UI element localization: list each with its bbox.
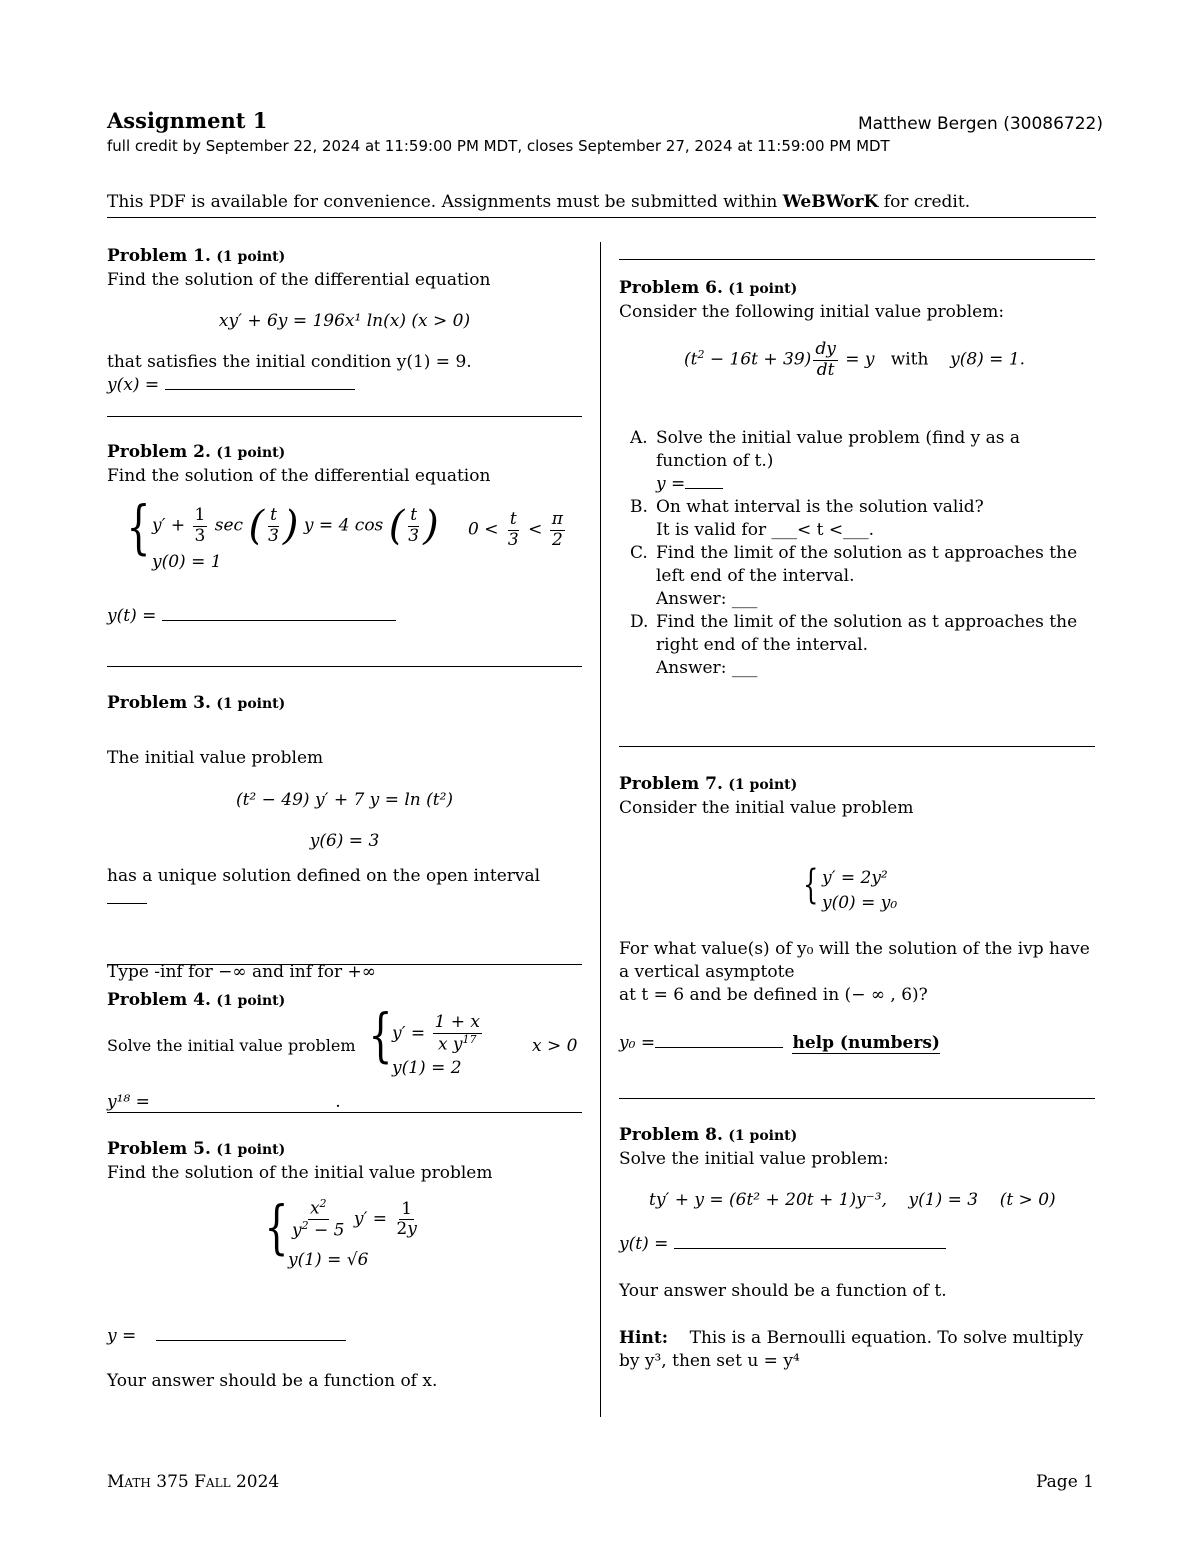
problem-1-answer-field[interactable] bbox=[165, 388, 355, 390]
problem-8-hint-text: This is a Bernoulli equation. To solve multiply by y³, then set u = y⁴ bbox=[619, 1328, 1084, 1371]
webwork-brand: WeBWorK bbox=[782, 192, 879, 212]
problem-6-answer-c[interactable]: Answer: ___ bbox=[656, 589, 758, 609]
rule-5 bbox=[619, 259, 1095, 260]
problem-5-title: Problem 5. bbox=[107, 1139, 211, 1159]
notice bbox=[107, 192, 970, 212]
problem-8-answer bbox=[619, 1234, 946, 1254]
problem-8-points: (1 point) bbox=[728, 1128, 798, 1144]
problem-3-title: Problem 3. bbox=[107, 693, 211, 713]
problem-7-question-line2: at t = 6 and be defined in (− ∞ , 6)? bbox=[619, 985, 928, 1005]
problem-2-answer-label: y(t) = bbox=[107, 606, 157, 626]
problem-5-answer-label: y = bbox=[107, 1326, 137, 1346]
problem-1-points: (1 point) bbox=[216, 249, 286, 265]
problem-2-intro: Find the solution of the differential equation bbox=[107, 466, 491, 486]
problem-7-answer-label: y₀ = bbox=[619, 1033, 656, 1053]
problem-6 bbox=[619, 277, 1095, 324]
rule-2 bbox=[107, 666, 582, 667]
problem-1-intro: Find the solution of the differential equation bbox=[107, 270, 491, 290]
rule-4 bbox=[107, 1112, 582, 1113]
problem-1-answer-label: y(x) = bbox=[107, 375, 160, 395]
problem-3-tail: has a unique solution defined on the open interval bbox=[107, 866, 541, 886]
problem-5-brace: { bbox=[264, 1193, 289, 1261]
problem-4-answer: y¹⁸ = . bbox=[107, 1092, 341, 1112]
problem-2-brace: { bbox=[126, 493, 151, 561]
problem-7-eq1: y′ = 2y² bbox=[822, 868, 888, 888]
problem-7-eq2: y(0) = y₀ bbox=[822, 893, 898, 913]
rule-3 bbox=[107, 964, 582, 965]
problem-7-answer bbox=[619, 1033, 940, 1053]
problem-2 bbox=[107, 441, 582, 488]
problem-8-title: Problem 8. bbox=[619, 1125, 723, 1145]
problem-6-title: Problem 6. bbox=[619, 278, 723, 298]
problem-6-equation: $(t^2 - 16t + 39)$ $\frac{dy}{dt}$ = y with y(8) = 1. bbox=[684, 339, 1026, 380]
help-numbers-link[interactable]: help (numbers) bbox=[792, 1033, 940, 1053]
rule-7 bbox=[619, 1098, 1095, 1099]
problem-6-answer-a[interactable] bbox=[685, 487, 723, 489]
student-name: Matthew Bergen (30086722) bbox=[858, 114, 1103, 134]
problem-8-hint-label: Hint: bbox=[619, 1328, 669, 1348]
problem-3-ic: y(6) = 3 bbox=[309, 831, 380, 851]
problem-4-brace: { bbox=[368, 1001, 393, 1069]
problem-3-answer-field[interactable] bbox=[107, 902, 147, 904]
problem-5-note: Your answer should be a function of x. bbox=[107, 1371, 438, 1391]
problem-5-answer-field[interactable] bbox=[156, 1339, 346, 1341]
problem-2-system bbox=[120, 493, 580, 580]
problem-2-answer-field[interactable] bbox=[162, 619, 396, 621]
problem-2-domain: 0 < $\frac{t}{3}$ < $\frac{\pi}{2}$ bbox=[468, 509, 563, 550]
footer-page: Page 1 bbox=[1036, 1472, 1094, 1492]
notice-post: for credit. bbox=[878, 192, 971, 212]
problem-7-intro: Consider the initial value problem bbox=[619, 798, 914, 818]
problem-6-part-c: C. Find the limit of the solution as t approaches the left end of the interval. Answer: ___ bbox=[630, 542, 1096, 611]
problem-7-answer-field[interactable] bbox=[655, 1046, 783, 1048]
problem-2-title: Problem 2. bbox=[107, 442, 211, 462]
problem-2-ic: y(0) = 1 bbox=[152, 552, 222, 572]
problem-4-head bbox=[107, 989, 285, 1013]
problem-4-answer-label: y¹⁸ = bbox=[107, 1092, 150, 1112]
rule-6 bbox=[619, 746, 1095, 747]
problem-6-part-d: D. Find the limit of the solution as t approaches the right end of the interval. Answer: ___ bbox=[630, 611, 1096, 680]
problem-7-points: (1 point) bbox=[728, 777, 798, 793]
problem-8-hint bbox=[619, 1327, 1095, 1373]
problem-2-points: (1 point) bbox=[216, 445, 286, 461]
column-divider bbox=[600, 242, 601, 1417]
problem-5-answer bbox=[107, 1326, 346, 1346]
problem-6-answer-b[interactable]: It is valid for ___< t <___. bbox=[656, 520, 875, 540]
problem-5-points: (1 point) bbox=[216, 1142, 286, 1158]
problem-4-title: Problem 4. bbox=[107, 990, 211, 1010]
problem-4-ode: y′ = $\frac{1 + x}{x y^{17}}$ bbox=[392, 1012, 480, 1055]
problem-2-answer bbox=[107, 606, 396, 626]
notice-pre: This PDF is available for convenience. Assignments must be submitted within bbox=[107, 192, 783, 212]
problem-2-ode: y′ + $\frac{1}{3}$ sec ( $\frac{t}{3}$ ) y = 4 cos ( $\frac{t}{3}$ ) bbox=[152, 503, 439, 550]
problem-1 bbox=[107, 245, 582, 397]
problem-8-answer-field[interactable] bbox=[674, 1247, 946, 1249]
rule-1 bbox=[107, 416, 582, 417]
problem-7-brace: { bbox=[803, 862, 819, 908]
problem-6-intro: Consider the following initial value problem: bbox=[619, 302, 1005, 322]
problem-3-intro: The initial value problem bbox=[107, 748, 324, 768]
problem-7 bbox=[619, 773, 1095, 820]
problem-6-part-b: B. On what interval is the solution valid? It is valid for ___< t <___. bbox=[630, 496, 1096, 542]
problem-6-part-a: A. Solve the initial value problem (find y as a function of t.) y = bbox=[630, 428, 1021, 494]
due-dates: full credit by September 22, 2024 at 11:59:00 PM MDT, closes September 27, 2024 at 11:59:00 PM MDT bbox=[107, 137, 890, 155]
problem-5-ic: y(1) = √6 bbox=[288, 1250, 369, 1270]
assignment-title: Assignment 1 bbox=[107, 108, 268, 133]
problem-8-note: Your answer should be a function of t. bbox=[619, 1281, 947, 1301]
problem-4-intro: Solve the initial value problem bbox=[107, 1036, 356, 1055]
problem-1-condition: that satisfies the initial condition y(1) = 9. bbox=[107, 352, 472, 372]
problem-7-question-line1: For what value(s) of y₀ will the solution of the ivp have a vertical asymptote bbox=[619, 939, 1090, 982]
problem-8-intro: Solve the initial value problem: bbox=[619, 1149, 889, 1169]
problem-6-parts bbox=[630, 427, 1096, 680]
problem-4-ic: y(1) = 2 bbox=[392, 1058, 462, 1078]
problem-4-domain: x > 0 bbox=[532, 1036, 578, 1056]
problem-5-intro: Find the solution of the initial value problem bbox=[107, 1163, 493, 1183]
footer-course: Math 375 Fall 2024 bbox=[107, 1472, 280, 1492]
problem-5 bbox=[107, 1138, 582, 1185]
problem-7-question bbox=[619, 938, 1095, 1007]
problem-1-title: Problem 1. bbox=[107, 246, 211, 266]
problem-1-equation: xy′ + 6y = 196x¹ ln(x) (x > 0) bbox=[218, 311, 471, 331]
problem-7-title: Problem 7. bbox=[619, 774, 723, 794]
problem-3-equation: (t² − 49) y′ + 7 y = ln (t²) bbox=[235, 790, 454, 810]
header-rule bbox=[107, 217, 1096, 218]
problem-8-equation: ty′ + y = (6t² + 20t + 1)y⁻³, y(1) = 3 (t > 0) bbox=[649, 1190, 1056, 1210]
problem-3-type-note: Type -inf for −∞ and inf for +∞ bbox=[107, 962, 376, 982]
problem-3-points: (1 point) bbox=[216, 696, 286, 712]
problem-4-points: (1 point) bbox=[216, 993, 286, 1009]
problem-6-points: (1 point) bbox=[728, 281, 798, 297]
problem-5-ode: $\frac{x^2}{y^2 - 5}$ y′ = $\frac{1}{2y}$ bbox=[292, 1197, 417, 1241]
problem-3 bbox=[107, 692, 582, 984]
problem-8 bbox=[619, 1124, 1095, 1171]
problem-6-answer-d[interactable]: Answer: ___ bbox=[656, 658, 758, 678]
problem-8-answer-label: y(t) = bbox=[619, 1234, 669, 1254]
